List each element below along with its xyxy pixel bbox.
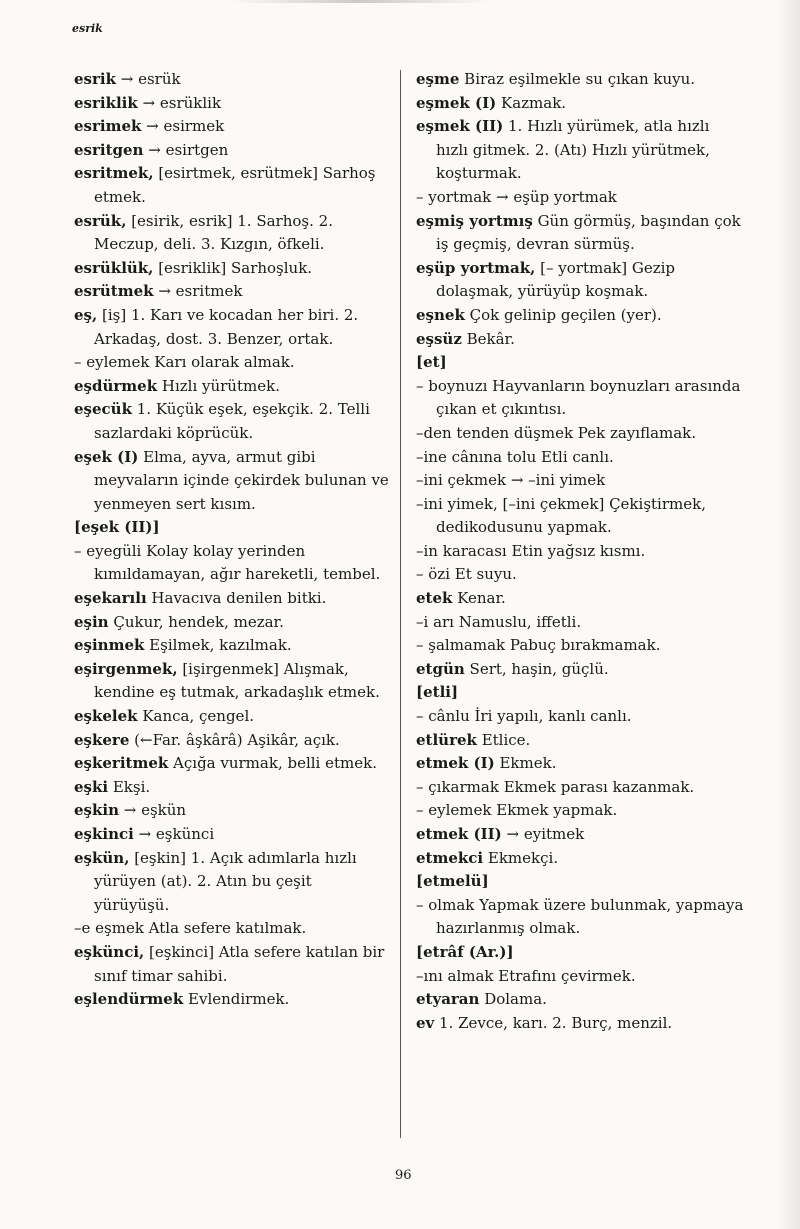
definition: Ekşi. xyxy=(108,777,151,796)
headword: eşmek (I) xyxy=(416,93,497,112)
headword: [etrâf (Ar.)] xyxy=(416,942,514,961)
dictionary-entry xyxy=(416,658,744,682)
dictionary-entry xyxy=(74,304,390,351)
definition: Bekâr. xyxy=(461,329,515,348)
definition: [eşkin] 1. Açık adımlarla hızlı yürüyen (at). 2. Atın bu çeşit yürüyüşü. xyxy=(94,848,357,914)
definition: –ini çekmek → –ini yimek xyxy=(416,471,606,490)
definition: Kanca, çengel. xyxy=(137,707,255,726)
dictionary-entry xyxy=(416,1012,744,1036)
dictionary-entry xyxy=(416,493,744,540)
headword: eşirgenmek, xyxy=(74,659,178,678)
definition: Elma, ayva, armut gibi meyvaların içinde çekirdek bulunan ve yenmeyen sert kısım. xyxy=(94,447,389,513)
dictionary-entry xyxy=(74,162,390,209)
definition: 1. Küçük eşek, eşekçik. 2. Telli sazlardaki köprücük. xyxy=(94,400,370,442)
headword: eşin xyxy=(74,612,109,631)
definition: → esirmek xyxy=(141,117,225,136)
dictionary-entry xyxy=(416,634,744,658)
definition: → esrük xyxy=(115,70,181,88)
definition: – çıkarmak Ekmek parası kazanmak. xyxy=(416,777,695,796)
headword: [etmelü] xyxy=(416,872,489,891)
definition: –ine cânına tolu Etli canlı. xyxy=(416,447,614,466)
definition: Eşilmek, kazılmak. xyxy=(144,636,292,655)
column-divider xyxy=(400,70,401,1138)
headword: etlürek xyxy=(416,730,477,749)
dictionary-entry xyxy=(74,658,390,705)
dictionary-entry xyxy=(74,917,390,941)
page-number: 96 xyxy=(395,1168,412,1183)
dictionary-entry xyxy=(416,469,744,493)
dictionary-entry xyxy=(74,611,390,635)
headword: esritmek, xyxy=(74,164,154,183)
dictionary-entry xyxy=(416,752,744,776)
dictionary-entry xyxy=(416,540,744,564)
headword: eşme xyxy=(416,70,460,88)
headword: etgün xyxy=(416,659,465,678)
dictionary-entry xyxy=(74,540,390,587)
definition: Hızlı yürütmek. xyxy=(157,376,280,395)
definition: [işirgenmek] Alışmak, kendine eş tutmak, arkadaşlık etmek. xyxy=(94,659,380,702)
dictionary-entry xyxy=(74,823,390,847)
dictionary-entry xyxy=(74,705,390,729)
definition: (←Far. âşkârâ) Aşikâr, açık. xyxy=(129,730,340,749)
definition: – olmak Yapmak üzere bulunmak, yapmaya hazırlanmış olmak. xyxy=(416,895,744,938)
headword: [eşek (II)] xyxy=(74,518,160,537)
headword: eşek (I) xyxy=(74,447,139,466)
dictionary-entry xyxy=(74,115,390,139)
definition: –den tenden düşmek Pek zayıflamak. xyxy=(416,423,697,442)
dictionary-entry xyxy=(74,139,390,163)
dictionary-entry xyxy=(74,68,390,92)
headword: eşekarılı xyxy=(74,589,147,608)
definition: – şalmamak Pabuç bırakmamak. xyxy=(416,636,661,655)
dictionary-entry xyxy=(416,587,744,611)
definition: [– yortmak] Gezip dolaşmak, yürüyüp koşmak. xyxy=(436,258,676,301)
headword: etmekci xyxy=(416,848,484,867)
left-column xyxy=(74,68,390,1012)
headword: [et] xyxy=(416,353,447,372)
headword: eşkünci, xyxy=(74,942,145,961)
dictionary-entry xyxy=(416,115,744,186)
dictionary-entry xyxy=(416,681,744,705)
headword: eşkeritmek xyxy=(74,754,169,773)
definition: – yortmak → eşüp yortmak xyxy=(416,187,617,206)
headword: eşecük xyxy=(74,400,132,419)
definition: → esritmek xyxy=(153,282,243,301)
headword: etyaran xyxy=(416,990,480,1009)
headword: [etli] xyxy=(416,683,459,702)
headword: esrüklük, xyxy=(74,258,154,277)
definition: Ekmekçi. xyxy=(483,848,559,867)
definition: Havacıva denilen bitki. xyxy=(146,589,327,608)
dictionary-entry xyxy=(416,847,744,871)
dictionary-entry xyxy=(416,210,744,257)
dictionary-entry xyxy=(74,257,390,281)
dictionary-entry xyxy=(416,988,744,1012)
dictionary-entry xyxy=(416,304,744,328)
dictionary-entry xyxy=(74,941,390,988)
definition: → eşkünci xyxy=(133,825,215,843)
running-head: esrik xyxy=(72,22,103,35)
definition: Dolama. xyxy=(479,990,547,1009)
dictionary-entry xyxy=(416,729,744,753)
headword: etek xyxy=(416,589,453,608)
dictionary-entry xyxy=(416,328,744,352)
definition: Kenar. xyxy=(452,589,506,608)
dictionary-entry xyxy=(74,988,390,1012)
dictionary-entry xyxy=(74,398,390,445)
headword: eşkinci xyxy=(74,825,134,843)
headword: esrik xyxy=(74,70,116,88)
definition: [eşkinci] Atla sefere katılan bir sınıf timar sahibi. xyxy=(94,942,385,985)
headword: eşlendürmek xyxy=(74,990,184,1009)
dictionary-entry xyxy=(74,516,390,540)
dictionary-entry xyxy=(416,446,744,470)
headword: eşdürmek xyxy=(74,376,158,395)
definition: [esirik, esrik] 1. Sarhoş. 2. Meczup, deli. 3. Kızgın, öfkeli. xyxy=(94,211,333,254)
dictionary-entry xyxy=(416,965,744,989)
dictionary-entry xyxy=(416,611,744,635)
definition: Kazmak. xyxy=(496,93,567,112)
definition: –e eşmek Atla sefere katılmak. xyxy=(74,919,307,938)
definition: –ini yimek, [–ini çekmek] Çekiştirmek, dedikodusunu yapmak. xyxy=(416,494,706,537)
dictionary-entry xyxy=(416,92,744,116)
dictionary-entry xyxy=(416,705,744,729)
definition: – boynuzı Hayvanların boynuzları arasında çıkan et çıkıntısı. xyxy=(416,376,741,419)
definition: → esirtgen xyxy=(143,140,229,159)
dictionary-entry xyxy=(416,563,744,587)
headword: eşmiş yortmış xyxy=(416,211,533,230)
headword: etmek (II) xyxy=(416,825,502,843)
dictionary-entry xyxy=(416,257,744,304)
dictionary-entry xyxy=(74,92,390,116)
definition: [iş] 1. Karı ve kocadan her biri. 2. Arkadaş, dost. 3. Benzer, ortak. xyxy=(94,305,359,348)
dictionary-entry xyxy=(74,375,390,399)
definition: Biraz eşilmekle su çıkan kuyu. xyxy=(459,70,696,88)
definition: Gün görmüş, başından çok iş geçmiş, devran sürmüş. xyxy=(436,211,741,254)
dictionary-entry xyxy=(74,587,390,611)
dictionary-entry xyxy=(416,894,744,941)
right-column xyxy=(416,68,744,1035)
definition: – cânlu İri yapılı, kanlı canlı. xyxy=(416,707,632,726)
definition: Etlice. xyxy=(476,730,531,749)
definition: –in karacası Etin yağsız kısmı. xyxy=(416,541,646,560)
dictionary-entry xyxy=(416,186,744,210)
headword: esriklik xyxy=(74,93,138,112)
headword: eşkelek xyxy=(74,707,138,726)
headword: eşkin xyxy=(74,801,119,820)
definition: 1. Zevce, karı. 2. Burç, menzil. xyxy=(434,1013,673,1032)
headword: etmek (I) xyxy=(416,754,495,773)
dictionary-entry xyxy=(74,847,390,918)
dictionary-entry xyxy=(416,68,744,92)
definition: → eşkün xyxy=(119,801,187,820)
headword: eşsüz xyxy=(416,329,462,348)
dictionary-entry xyxy=(74,446,390,517)
dictionary-entry xyxy=(416,823,744,847)
definition: [esriklik] Sarhoşluk. xyxy=(153,258,313,277)
definition: → esrüklik xyxy=(137,93,222,112)
headword: eş, xyxy=(74,305,98,324)
headword: eşkün, xyxy=(74,848,130,867)
definition: Çukur, hendek, mezar. xyxy=(108,612,284,631)
definition: Açığa vurmak, belli etmek. xyxy=(168,754,377,773)
definition: – eyegüli Kolay kolay yerinden kımıldamayan, ağır hareketli, tembel. xyxy=(74,541,381,584)
dictionary-entry xyxy=(416,375,744,422)
dictionary-entry xyxy=(74,799,390,823)
dictionary-entry xyxy=(74,280,390,304)
headword: eşinmek xyxy=(74,636,145,655)
dictionary-entry xyxy=(74,634,390,658)
definition: Sert, haşin, güçlü. xyxy=(464,659,609,678)
definition: 1. Hızlı yürümek, atla hızlı hızlı gitmek. 2. (Atı) Hızlı yürütmek, koşturmak. xyxy=(436,117,710,183)
dictionary-entry xyxy=(416,941,744,965)
headword: eşki xyxy=(74,777,109,796)
dictionary-entry xyxy=(74,752,390,776)
headword: ev xyxy=(416,1013,435,1032)
definition: – eylemek Karı olarak almak. xyxy=(74,353,295,372)
definition: Evlendirmek. xyxy=(183,990,290,1009)
headword: esrütmek xyxy=(74,282,154,301)
headword: esrük, xyxy=(74,211,127,230)
definition: Ekmek. xyxy=(494,754,557,773)
headword: eşmek (II) xyxy=(416,117,504,136)
definition: – eylemek Ekmek yapmak. xyxy=(416,801,618,820)
definition: –i arı Namuslu, iffetli. xyxy=(416,612,582,631)
dictionary-entry xyxy=(74,210,390,257)
definition: – özi Et suyu. xyxy=(416,565,517,584)
definition: –ını almak Etrafını çevirmek. xyxy=(416,966,636,985)
definition: [esirtmek, esrütmek] Sarhoş etmek. xyxy=(94,164,376,206)
page-edge-shadow xyxy=(778,0,800,1229)
dictionary-entry xyxy=(74,729,390,753)
headword: eşüp yortmak, xyxy=(416,258,536,277)
dictionary-entry xyxy=(74,351,390,375)
dictionary-entry xyxy=(416,351,744,375)
dictionary-entry xyxy=(416,870,744,894)
dictionary-entry xyxy=(416,422,744,446)
headword: esrimek xyxy=(74,117,142,136)
headword: eşkere xyxy=(74,730,130,749)
definition: → eyitmek xyxy=(501,825,585,843)
dictionary-entry xyxy=(416,776,744,800)
dictionary-entry xyxy=(74,776,390,800)
definition: Çok gelinip geçilen (yer). xyxy=(464,305,662,324)
headword: eşnek xyxy=(416,305,465,324)
scan-smudge xyxy=(230,0,490,3)
headword: esritgen xyxy=(74,140,144,159)
dictionary-entry xyxy=(416,799,744,823)
